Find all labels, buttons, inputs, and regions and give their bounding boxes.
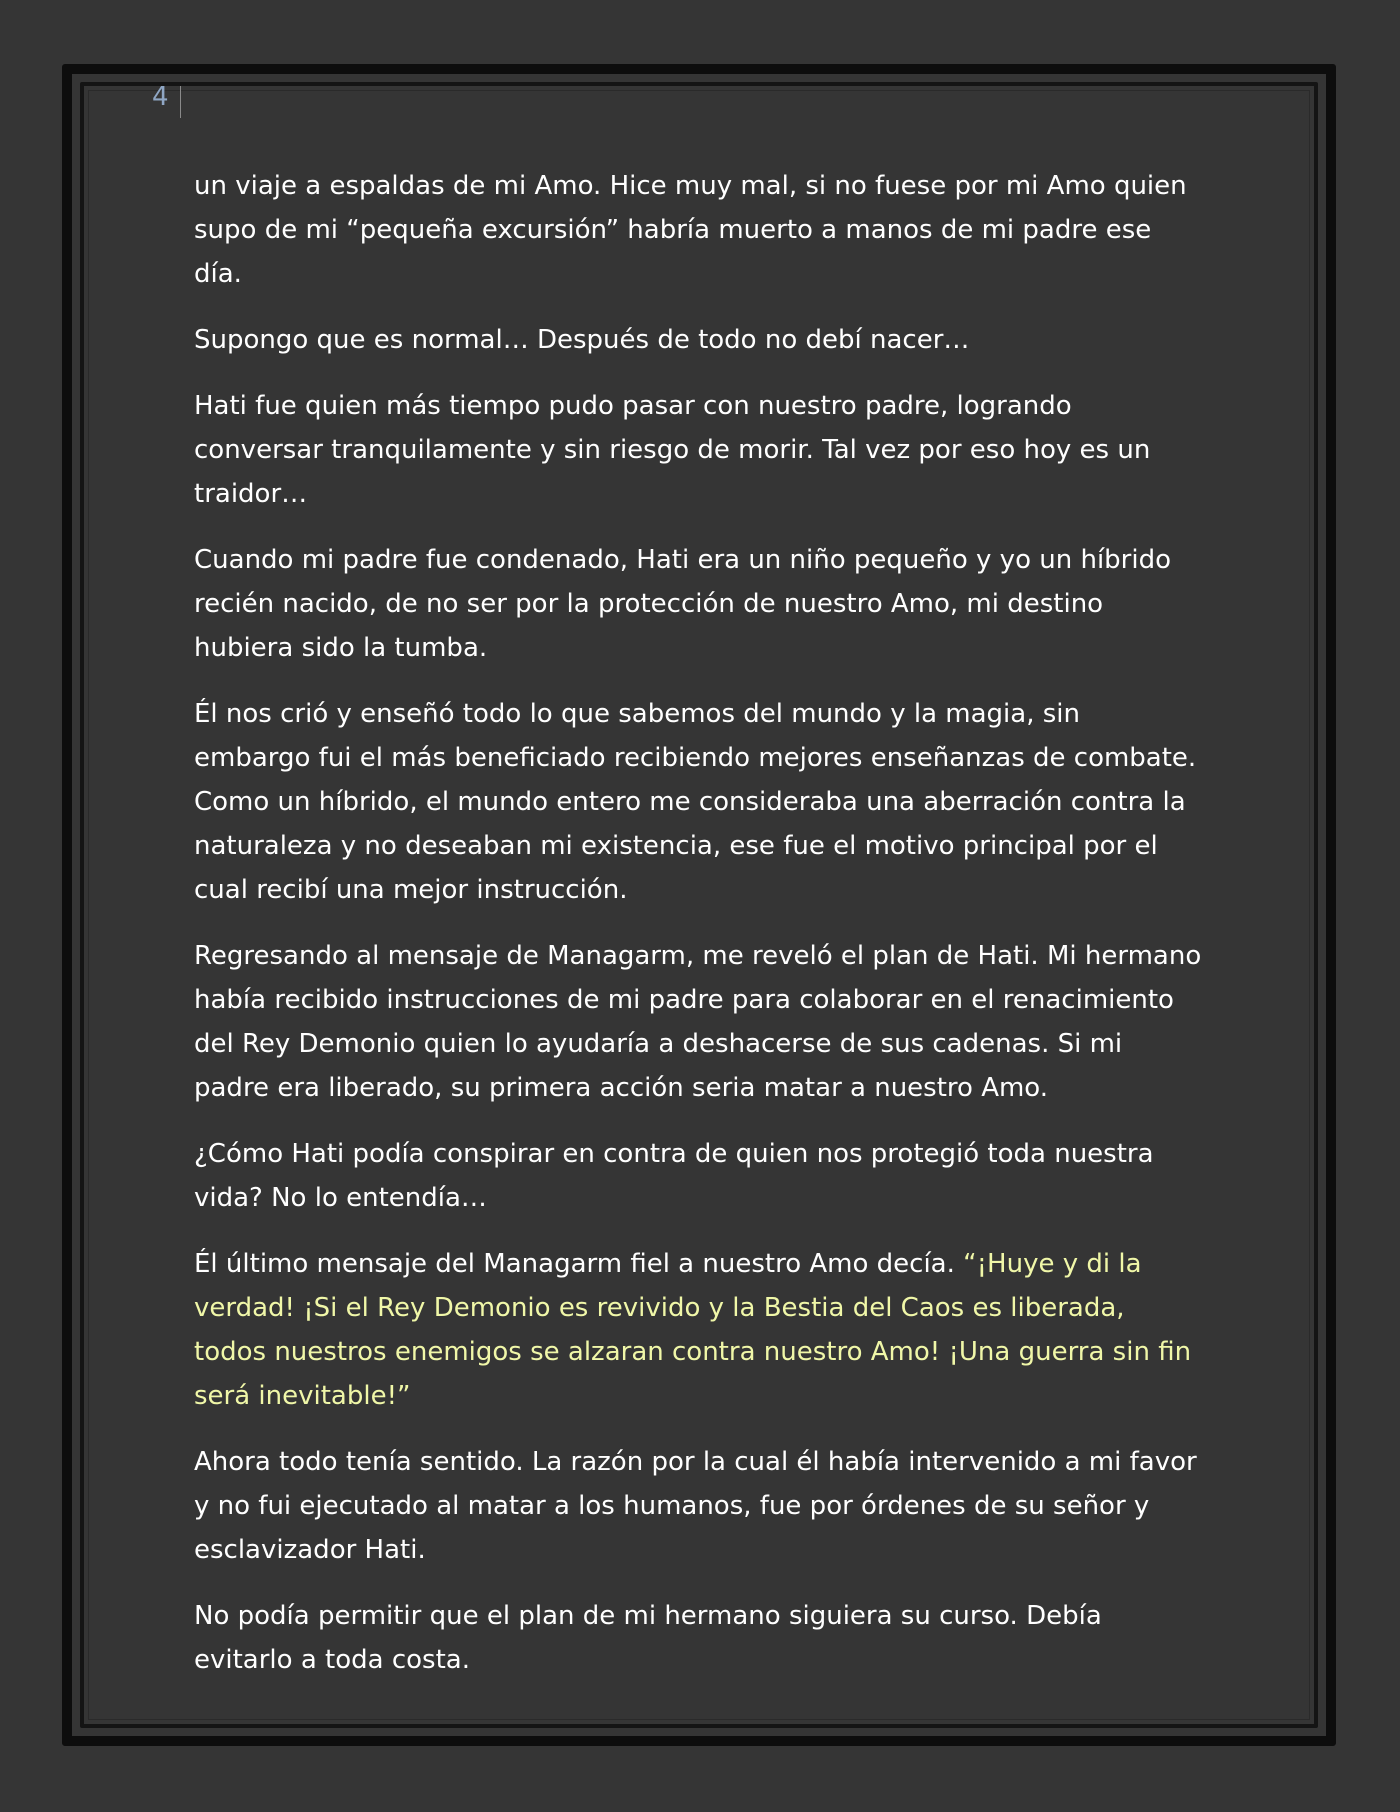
paragraph-9: Ahora todo tenía sentido. La razón por la cual él había intervenido a mi favor y no fui ejecutado al matar a los humanos, fue por órdenes de su señor y esclavizador Hati. [194, 1447, 1197, 1565]
page-number: 4 [152, 82, 169, 112]
paragraph-2: Supongo que es normal… Después de todo no debí nacer… [194, 325, 970, 355]
paragraph-4: Cuando mi padre fue condenado, Hati era un niño pequeño y yo un híbrido recién nacido, de no ser por la protección de nuestro Amo, mi destino hubiera sido la tumba. [194, 545, 1171, 663]
message-paragraph [194, 1242, 1204, 1418]
paragraph-5: Él nos crió y enseñó todo lo que sabemos del mundo y la magia, sin embargo fui el más beneficiado recibiendo mejores enseñanzas de combate. Como un híbrido, el mundo entero me consideraba una aberración contra la naturaleza y no deseaban mi existencia, ese fue el motivo principal por el cual recibí una mejor instrucción. [194, 699, 1197, 905]
paragraph-3: Hati fue quien más tiempo pudo pasar con nuestro padre, logrando conversar tranquilamente y sin riesgo de morir. Tal vez por eso hoy es un traidor… [194, 391, 1151, 509]
paragraph-1: un viaje a espaldas de mi Amo. Hice muy mal, si no fuese por mi Amo quien supo de mi “pequeña excursión” habría muerto a manos de mi padre ese día. [194, 171, 1187, 289]
message-intro: Él último mensaje del Managarm fiel a nuestro Amo decía. [194, 1249, 964, 1279]
paragraph-10: No podía permitir que el plan de mi hermano siguiera su curso. Debía evitarlo a toda costa. [194, 1601, 1102, 1675]
page-number-divider [180, 86, 181, 118]
message-quote: “¡Huye y di la verdad! ¡Si el Rey Demonio es revivido y la Bestia del Caos es liberada, todos nuestros enemigos se alzaran contra nuestro Amo! ¡Una guerra sin fin será inevitable!” [194, 1249, 1192, 1411]
text-column [194, 164, 1204, 1704]
paragraph-7: ¿Cómo Hati podía conspirar en contra de quien nos protegió toda nuestra vida? No lo entendía… [194, 1139, 1154, 1213]
paragraph-6: Regresando al mensaje de Managarm, me reveló el plan de Hati. Mi hermano había recibido instrucciones de mi padre para colaborar en el renacimiento del Rey Demonio quien lo ayudaría a deshacerse de sus cadenas. Si mi padre era liberado, su primera acción seria matar a nuestro Amo. [194, 941, 1202, 1103]
